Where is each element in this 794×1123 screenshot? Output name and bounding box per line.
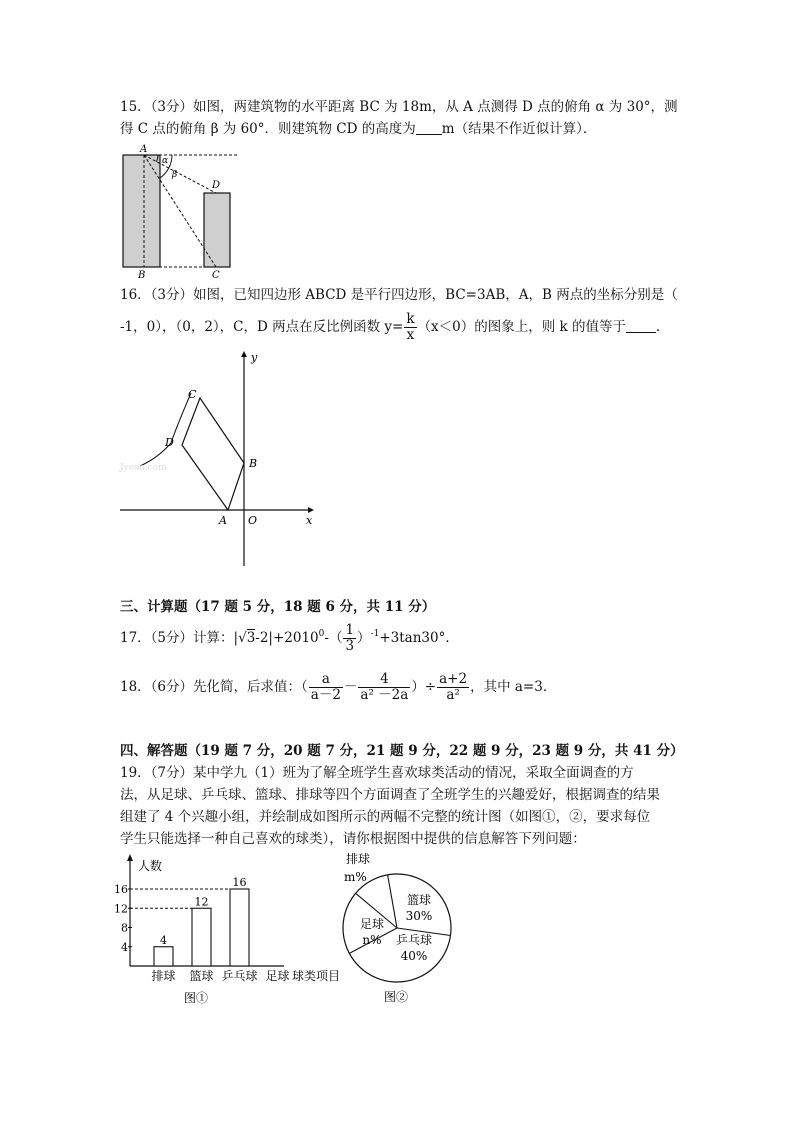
q18-text-b: ）÷ bbox=[411, 679, 437, 695]
pie-slice-percent: 30% bbox=[405, 909, 433, 923]
q18-f2-den: a² －2a bbox=[360, 687, 409, 703]
q18-f3-den: a² bbox=[446, 687, 460, 703]
q17-text-e: +3tan30°． bbox=[379, 630, 459, 646]
q19-line3-text: 组建了 4 个兴趣小组，并绘制成如图所示的两幅不完整的统计图（如图 bbox=[120, 809, 543, 825]
q19-line2: 法，从足球、乒乓球、篮球、排球等四个方面调查了全班学生的兴趣爱好，根据调查的结果 bbox=[120, 787, 660, 803]
bar-category-label: 足球 bbox=[265, 969, 290, 983]
y-axis-arrow bbox=[241, 351, 247, 357]
q19-line1: 19．（7分）某中学九（1）班为了解全班学生喜欢球类活动的情况，采取全面调查的方 bbox=[120, 765, 634, 781]
q16-fraction bbox=[404, 312, 416, 343]
q19-line4: 学生只能选择一种自己喜欢的球类），请你根据图中提供的信息解答下列问题： bbox=[120, 831, 586, 847]
pie-slice-percent: m% bbox=[344, 870, 367, 884]
q17-text-c: -（ bbox=[324, 630, 343, 646]
building-ab bbox=[123, 155, 160, 267]
bar-ytick-label: 16 bbox=[114, 883, 128, 896]
q17-text-d: ） bbox=[357, 630, 371, 646]
q17-exp0: 0 bbox=[318, 629, 325, 639]
pie-title: 图② bbox=[384, 990, 409, 1004]
pie-slice-label: 篮球 bbox=[406, 893, 432, 907]
q17-frac-den: 3 bbox=[345, 638, 355, 654]
building-cd bbox=[204, 193, 230, 267]
bar-ytick-label: 4 bbox=[121, 940, 128, 954]
label-C: C bbox=[212, 270, 220, 281]
q18-fraction-3 bbox=[437, 672, 469, 703]
label-O: O bbox=[248, 514, 258, 527]
figure-ref-1: ① bbox=[542, 809, 556, 825]
sqrt-sign: √ bbox=[238, 630, 247, 646]
q18-f3-num: a+2 bbox=[439, 671, 468, 687]
bar-value-label: 16 bbox=[232, 876, 247, 889]
pie-slice-percent: n% bbox=[362, 933, 382, 947]
q16-line2-tail: ． bbox=[656, 319, 670, 335]
q16-line2-text: -1，0），（0，2），C，D 两点在反比例函数 y= bbox=[120, 319, 404, 335]
q18-minus: － bbox=[343, 679, 358, 695]
section4-title: 四、解答题（19 题 7 分，20 题 7 分，21 题 9 分，22 题 9 分，23 题 9 分，共 41 分） bbox=[120, 743, 684, 759]
q15-answer-blank bbox=[416, 120, 442, 135]
q16-figure bbox=[118, 348, 323, 570]
bar-chart bbox=[116, 852, 356, 1012]
q18-f1-num: a bbox=[309, 672, 343, 688]
q17-text-a: 17．（5分）计算：| bbox=[120, 630, 239, 646]
pie-chart bbox=[334, 848, 464, 1008]
q15-figure bbox=[118, 143, 248, 280]
q18 bbox=[120, 667, 556, 707]
label-beta: β bbox=[172, 170, 178, 180]
pie-slice-label: 足球 bbox=[359, 917, 385, 931]
bar-category-label: 乒乓球 bbox=[221, 969, 258, 983]
q17-fraction bbox=[343, 623, 356, 654]
q19-line3-tail: ，要求每位 bbox=[582, 809, 651, 825]
q17-text-b: -2|+2010 bbox=[255, 630, 319, 646]
q18-fraction-1 bbox=[309, 672, 343, 703]
parallelogram-abcd bbox=[182, 398, 244, 510]
q18-f1-den: a－2 bbox=[310, 687, 341, 703]
q16-frac-num: k bbox=[406, 311, 415, 327]
label-D: D bbox=[165, 436, 174, 449]
bar-ytick-label: 8 bbox=[121, 921, 128, 935]
q18-text-a: 18．（6分）先化简，后求值：（ bbox=[120, 679, 308, 695]
q18-text-c: ，其中 a=3． bbox=[470, 679, 557, 695]
x-axis-arrow bbox=[308, 507, 314, 513]
label-A: A bbox=[140, 144, 148, 155]
q16-line2-mid: （x＜0）的图象上，则 k 的值等于 bbox=[417, 319, 626, 335]
label-B: B bbox=[138, 270, 146, 281]
bar-ylabel: 人数 bbox=[138, 859, 163, 873]
bar-xlabel: 球类项目 bbox=[292, 969, 341, 983]
bar-value-label: 12 bbox=[194, 895, 209, 909]
q15-line1: 15．（3分）如图，两建筑物的水平距离 BC 为 18m，从 A 点测得 D 点的俯角 α 为 30°，测 bbox=[120, 99, 678, 115]
label-C: C bbox=[188, 388, 197, 401]
q18-f2-num: 4 bbox=[358, 672, 410, 688]
bar-value-label: 4 bbox=[160, 933, 167, 947]
q16-frac-den: x bbox=[406, 327, 415, 343]
label-D: D bbox=[212, 180, 221, 191]
q18-fraction-2 bbox=[358, 672, 410, 703]
q17-frac-num: 1 bbox=[345, 622, 355, 638]
label-y: y bbox=[251, 351, 258, 364]
label-alpha: α bbox=[162, 156, 169, 166]
q15-line2 bbox=[120, 119, 596, 139]
q17-exp1: -1 bbox=[370, 629, 380, 639]
q16-line1: 16．（3分）如图，已知四边形 ABCD 是平行四边形，BC=3AB，A，B 两点的坐标分别是（ bbox=[120, 287, 678, 303]
q15-line2-text: 得 C 点的俯角 β 为 60°．则建筑物 CD 的高度为 bbox=[120, 121, 416, 137]
q17-sqrt-value: 3 bbox=[246, 630, 256, 646]
label-A: A bbox=[219, 514, 227, 527]
q17 bbox=[120, 618, 459, 654]
hyperbola-curve bbox=[140, 393, 191, 466]
q15-line2-tail: m（结果不作近似计算）． bbox=[441, 121, 597, 137]
pie-slice-label: 排球 bbox=[346, 852, 371, 866]
q19-line3-sep: ， bbox=[555, 809, 570, 825]
watermark: Jyeoo.com bbox=[120, 463, 167, 473]
label-B: B bbox=[249, 457, 258, 470]
q16-answer-blank bbox=[626, 318, 656, 333]
bar bbox=[230, 889, 249, 966]
section3-title: 三、计算题（17 题 5 分，18 题 6 分，共 11 分） bbox=[120, 599, 436, 615]
bar bbox=[154, 947, 173, 966]
q16-line2 bbox=[120, 312, 670, 343]
q19-line3 bbox=[120, 807, 650, 827]
pie-slice-percent: 40% bbox=[400, 949, 428, 963]
bar-ytick-label: 12 bbox=[114, 902, 128, 916]
bar-title: 图① bbox=[184, 991, 209, 1005]
bar-category-label: 篮球 bbox=[189, 969, 214, 983]
bar bbox=[192, 908, 211, 966]
bar-category-label: 排球 bbox=[151, 969, 176, 983]
label-x: x bbox=[306, 514, 313, 527]
figure-ref-2: ② bbox=[569, 809, 583, 825]
pie-slice-label: 乒乓球 bbox=[395, 933, 433, 947]
bar-y-axis-arrow bbox=[127, 854, 133, 861]
